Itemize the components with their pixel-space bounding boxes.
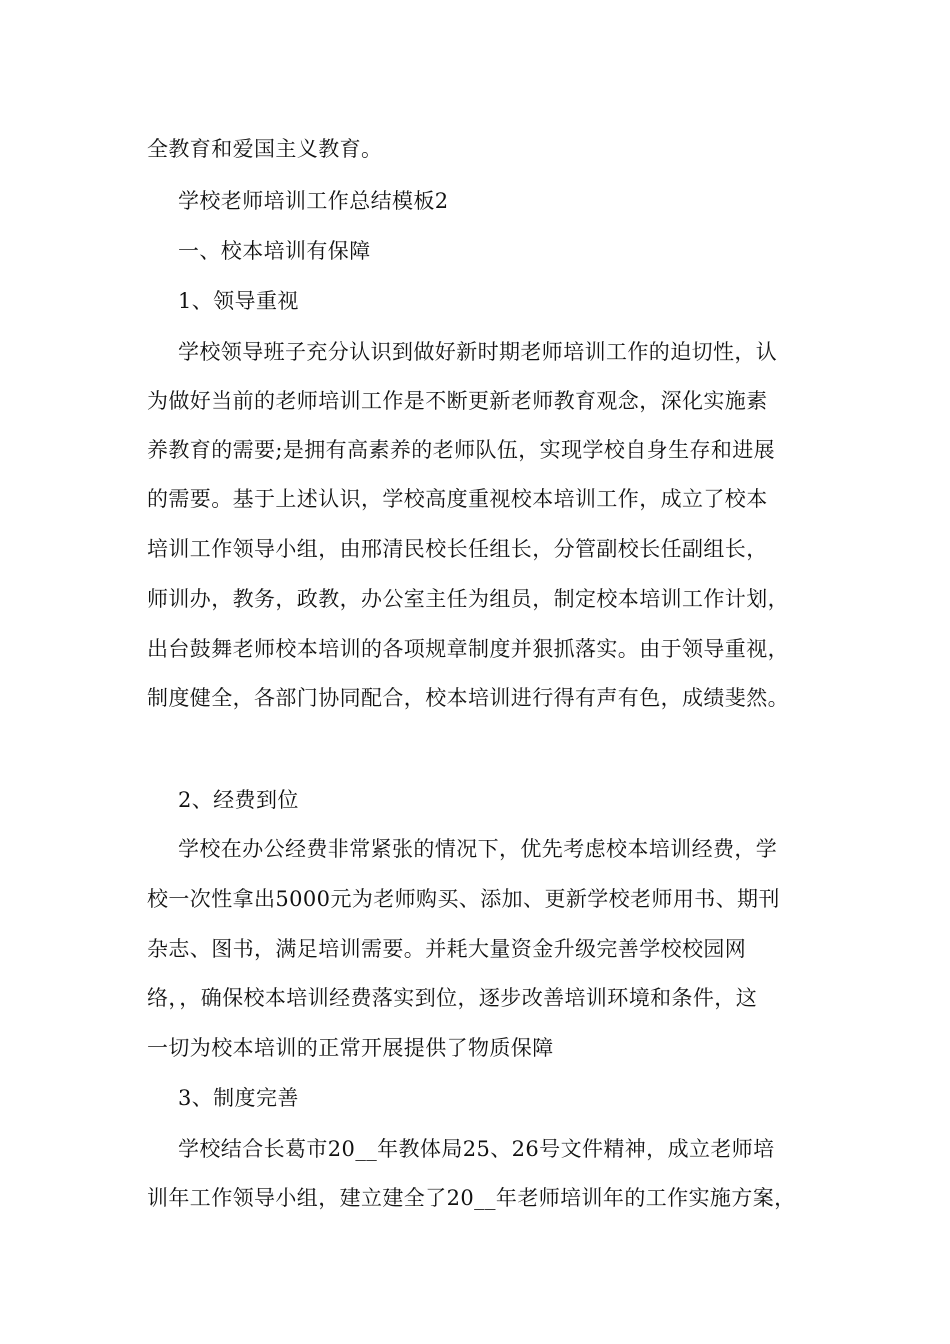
paragraph-line: 制度健全，各部门协同配合，校本培训进行得有声有色，成绩斐然。 [147, 686, 789, 710]
section-title: 学校老师培训工作总结模板2 [178, 189, 449, 213]
paragraph-line: 出台鼓舞老师校本培训的各项规章制度并狠抓落实。由于领导重视， [147, 637, 789, 661]
paragraph-line: 校一次性拿出5000元为老师购买、添加、更新学校老师用书、期刊 [147, 887, 780, 911]
paragraph-line: 一切为校本培训的正常开展提供了物质保障 [147, 1036, 554, 1060]
heading-level-2: 1、领导重视 [178, 289, 299, 313]
paragraph-line: 培训工作领导小组，由邢清民校长任组长，分管副校长任副组长， [147, 537, 768, 561]
paragraph-line: 训年工作领导小组，建立建全了20__年老师培训年的工作实施方案， [147, 1186, 796, 1210]
paragraph-line: 学校领导班子充分认识到做好新时期老师培训工作的迫切性，认 [178, 340, 778, 364]
heading-level-1: 一、校本培训有保障 [178, 239, 371, 263]
paragraph-line: 师训办，教务，政教，办公室主任为组员，制定校本培训工作计划， [147, 587, 789, 611]
paragraph-line: 杂志、图书，满足培训需要。并耗大量资金升级完善学校校园网 [147, 937, 747, 961]
text-line: 全教育和爱国主义教育。 [147, 137, 383, 161]
paragraph-line: 为做好当前的老师培训工作是不断更新老师教育观念，深化实施素 [147, 389, 768, 413]
paragraph-line: 的需要。基于上述认识，学校高度重视校本培训工作，成立了校本 [147, 487, 768, 511]
paragraph-line: 养教育的需要;是拥有高素养的老师队伍，实现学校自身生存和进展 [147, 438, 776, 462]
heading-level-2: 3、制度完善 [178, 1086, 299, 1110]
paragraph-line: 学校结合长葛市20__年教体局25、26号文件精神，成立老师培 [178, 1137, 775, 1161]
paragraph-line: 络，，确保校本培训经费落实到位，逐步改善培训环境和条件，这 [147, 986, 758, 1010]
paragraph-line: 学校在办公经费非常紧张的情况下，优先考虑校本培训经费，学 [178, 837, 778, 861]
heading-level-2: 2、经费到位 [178, 788, 299, 812]
